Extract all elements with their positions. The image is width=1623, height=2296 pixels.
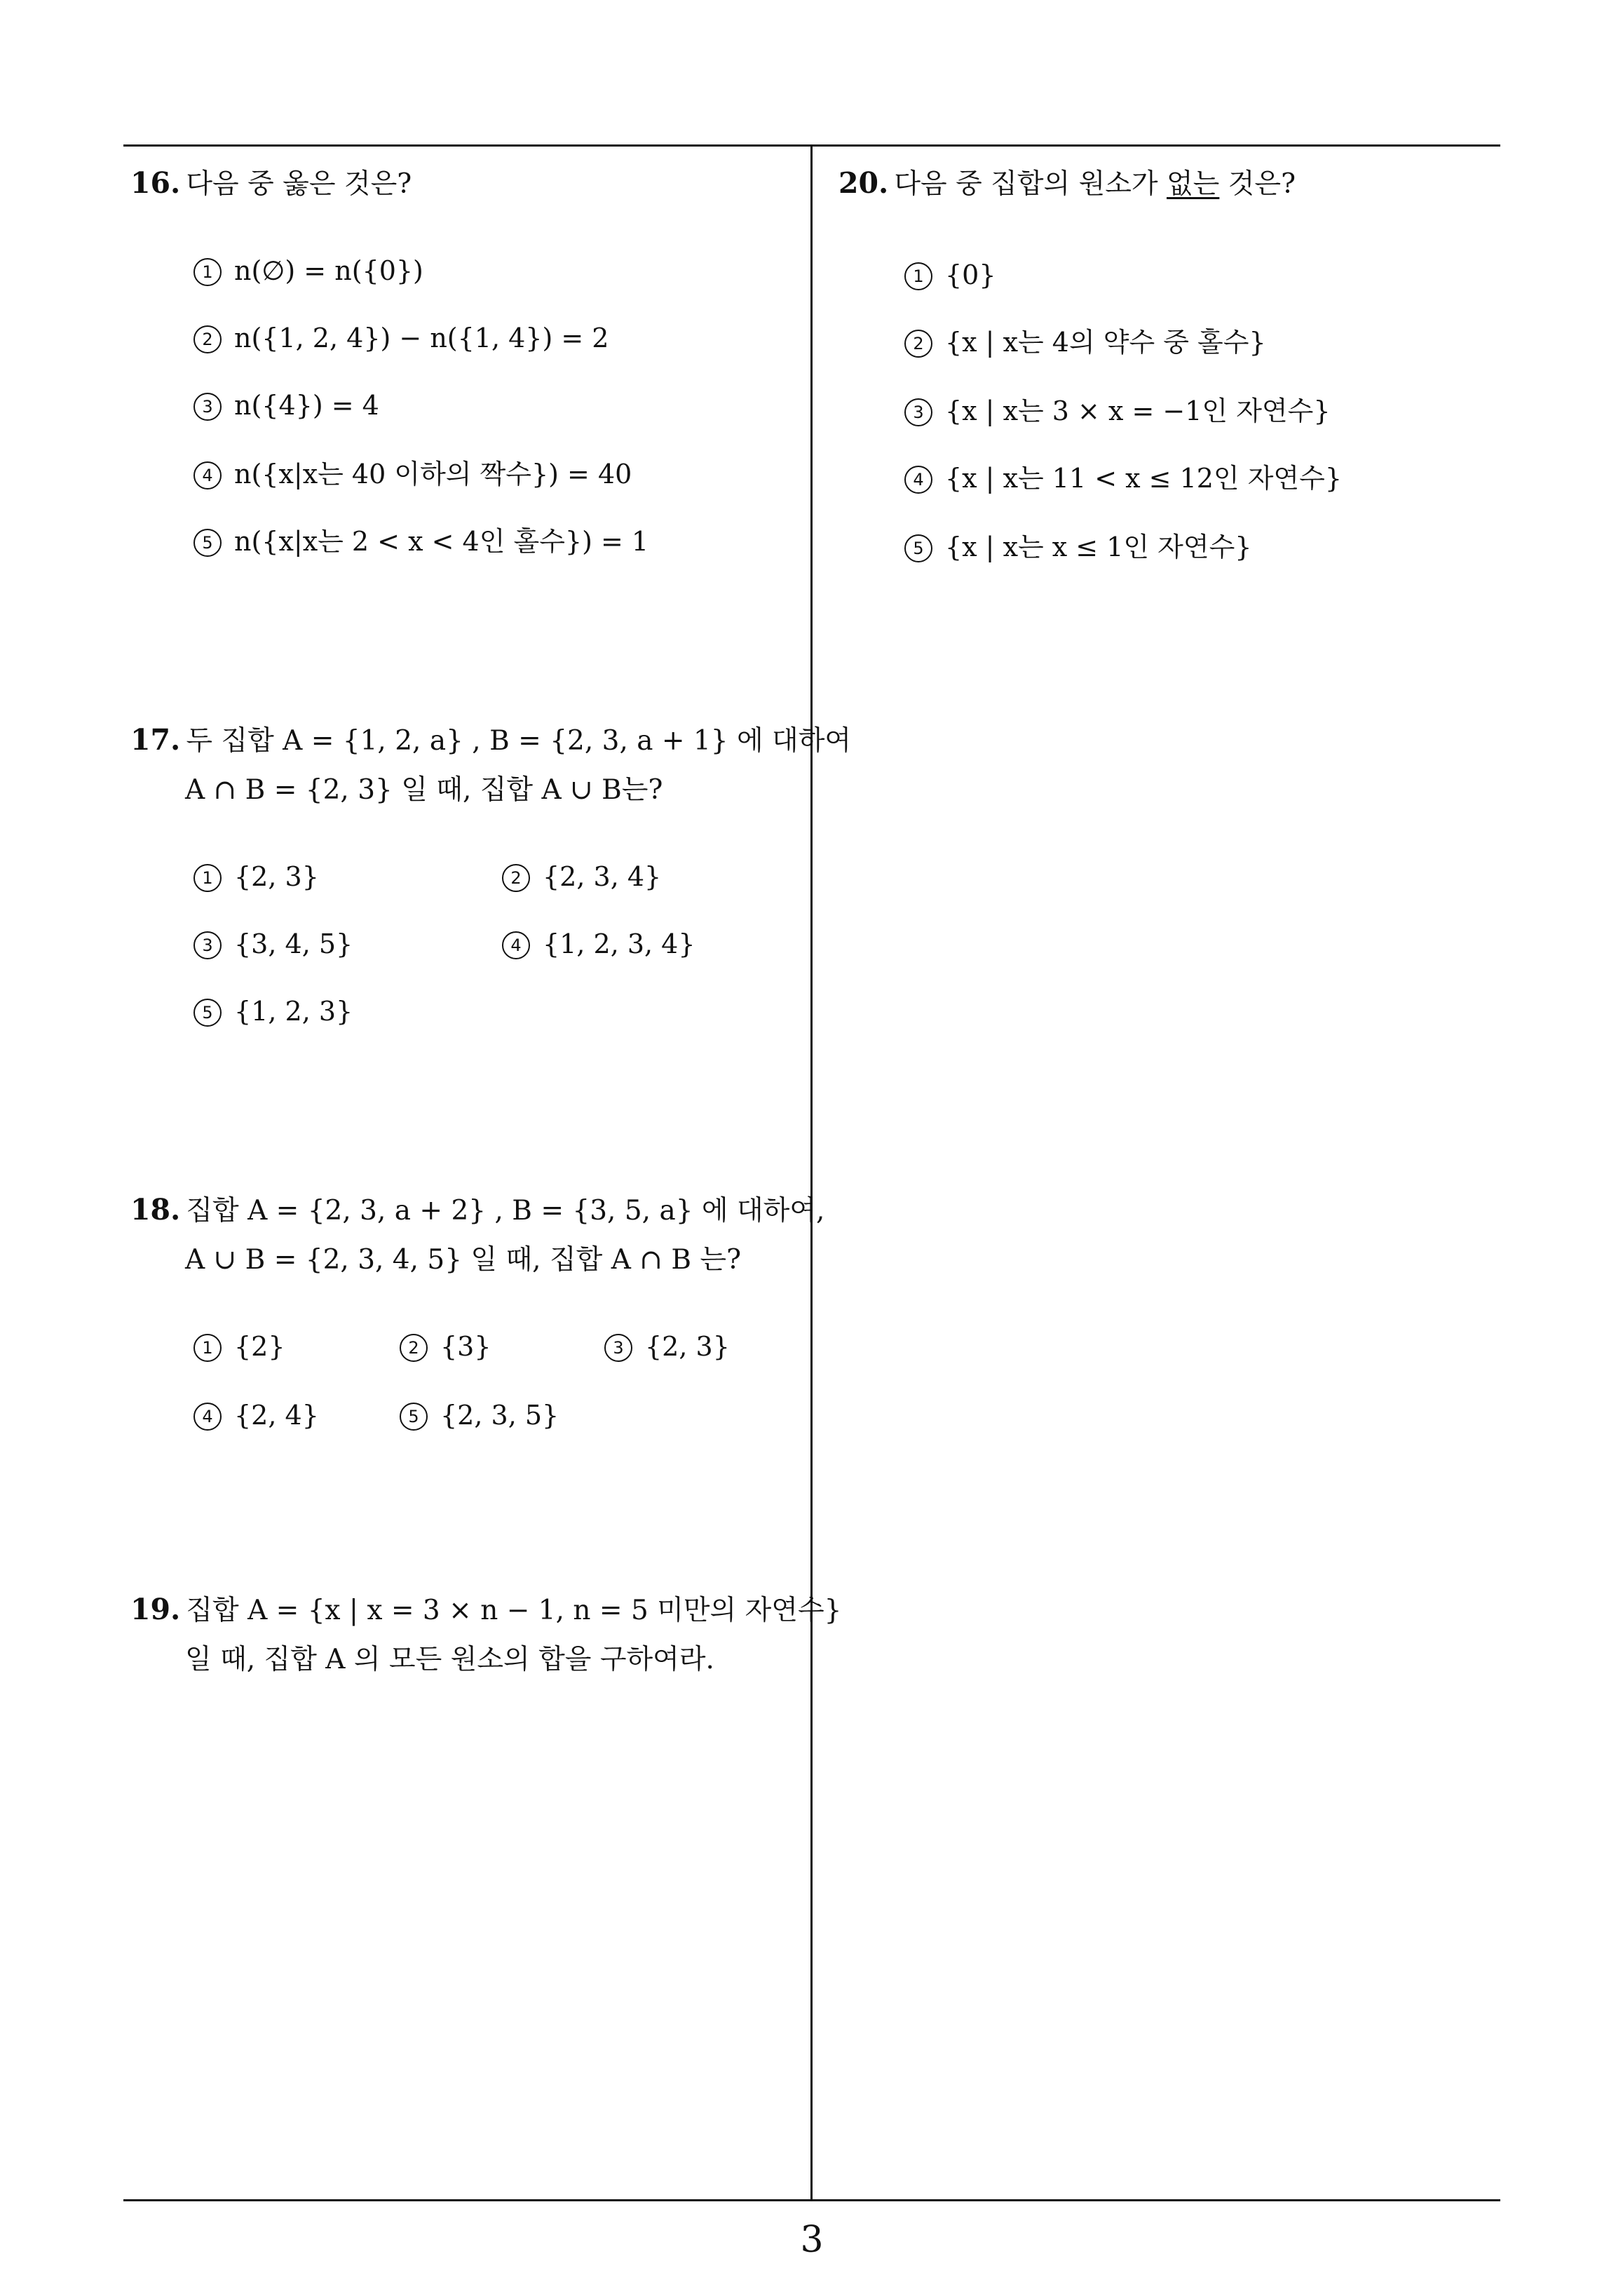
circled-number-4: 4 [193, 1403, 222, 1431]
question-number: 16. [130, 166, 181, 200]
q17-option-5[interactable] [193, 990, 353, 1032]
option-text: {x | x는 11 < x ≤ 12인 자연수} [945, 463, 1343, 494]
circled-number-2: 2 [193, 325, 222, 353]
q17-option-1[interactable] [193, 856, 319, 898]
circled-number-2: 2 [400, 1334, 428, 1362]
option-text: {2, 3} [234, 861, 319, 892]
q16-option-1[interactable] [193, 250, 423, 292]
circled-number-3: 3 [193, 393, 222, 421]
question-text-line2: A ∩ B = {2, 3} 일 때, 집합 A ∪ B는? [185, 774, 663, 806]
circled-number-4: 4 [193, 461, 222, 489]
option-text: {2, 4} [234, 1400, 319, 1431]
circled-number-3: 3 [604, 1334, 632, 1362]
circled-number-1: 1 [193, 864, 222, 892]
option-text: {x | x는 4의 약수 중 홀수} [945, 327, 1266, 358]
question-text-before: 다음 중 집합의 원소가 [894, 168, 1167, 200]
q20-option-4[interactable] [904, 457, 1342, 499]
question-number: 19. [130, 1593, 181, 1626]
option-text: {x | x는 3 × x = −1인 자연수} [945, 396, 1331, 426]
question-20-stem [838, 158, 1296, 209]
q18-option-4[interactable] [193, 1394, 319, 1436]
question-text-after: 것은? [1219, 168, 1296, 200]
question-text-line1: 두 집합 A = {1, 2, a} , B = {2, 3, a + 1} 에 대하여 [186, 725, 852, 757]
question-17-stem [130, 715, 851, 815]
option-text: n({x|x는 2 < x < 4인 홀수}) = 1 [234, 526, 649, 557]
circled-number-5: 5 [400, 1403, 428, 1431]
question-number: 20. [838, 166, 889, 200]
question-text: 다음 중 옳은 것은? [186, 168, 412, 200]
q18-option-1[interactable] [193, 1325, 285, 1368]
question-18-stem [130, 1185, 824, 1285]
question-16-stem [130, 158, 412, 209]
option-text: n({1, 2, 4}) − n({1, 4}) = 2 [234, 323, 609, 353]
circled-number-2: 2 [502, 864, 530, 892]
question-number: 17. [130, 723, 181, 757]
q16-option-3[interactable] [193, 384, 379, 426]
q16-option-5[interactable] [193, 520, 648, 562]
option-text: {x | x는 x ≤ 1인 자연수} [945, 532, 1252, 562]
circled-number-2: 2 [904, 330, 932, 358]
option-text: {2, 3, 4} [543, 861, 662, 892]
circled-number-3: 3 [904, 398, 932, 426]
q20-option-3[interactable] [904, 390, 1331, 432]
option-text: n({x|x는 40 이하의 짝수}) = 40 [234, 459, 632, 489]
option-text: {3, 4, 5} [234, 928, 353, 959]
option-text: n({4}) = 4 [234, 390, 379, 421]
option-text: {3} [440, 1331, 491, 1362]
circled-number-4: 4 [904, 466, 932, 494]
option-text: {1, 2, 3} [234, 996, 353, 1027]
question-text-line2: 일 때, 집합 A 의 모든 원소의 합을 구하여라. [185, 1644, 714, 1675]
q20-option-2[interactable] [904, 321, 1266, 363]
circled-number-5: 5 [193, 529, 222, 557]
question-text-line1: 집합 A = {x | x = 3 × n − 1, n = 5 미만의 자연수} [186, 1595, 842, 1626]
page-number: 3 [800, 2219, 824, 2261]
q17-option-3[interactable] [193, 923, 353, 965]
q16-option-4[interactable] [193, 453, 632, 495]
q16-option-2[interactable] [193, 317, 609, 359]
circled-number-1: 1 [193, 258, 222, 286]
circled-number-5: 5 [193, 999, 222, 1027]
q20-option-1[interactable] [904, 254, 996, 296]
q17-option-2[interactable] [502, 856, 661, 898]
option-text: {1, 2, 3, 4} [543, 928, 695, 959]
circled-number-3: 3 [193, 931, 222, 959]
q18-option-2[interactable] [400, 1325, 491, 1368]
q17-option-4[interactable] [502, 923, 695, 965]
q18-option-3[interactable] [604, 1325, 730, 1368]
column-divider [810, 144, 813, 2201]
circled-number-1: 1 [904, 262, 932, 290]
question-text-line2: A ∪ B = {2, 3, 4, 5} 일 때, 집합 A ∩ B 는? [185, 1244, 741, 1276]
bottom-rule [123, 2199, 1500, 2201]
option-text: {2} [234, 1331, 285, 1362]
circled-number-1: 1 [193, 1334, 222, 1362]
q18-option-5[interactable] [400, 1394, 559, 1436]
question-number: 18. [130, 1193, 181, 1227]
option-text: {2, 3, 5} [440, 1400, 559, 1431]
underlined-word: 없는 [1167, 168, 1220, 200]
question-19-stem [130, 1585, 841, 1684]
q20-option-5[interactable] [904, 526, 1251, 568]
circled-number-5: 5 [904, 534, 932, 562]
circled-number-4: 4 [502, 931, 530, 959]
question-text-line1: 집합 A = {2, 3, a + 2} , B = {3, 5, a} 에 대하여, [186, 1195, 825, 1227]
option-text: {2, 3} [645, 1331, 730, 1362]
option-text: n(∅) = n({0}) [234, 255, 423, 286]
option-text: {0} [945, 259, 996, 290]
